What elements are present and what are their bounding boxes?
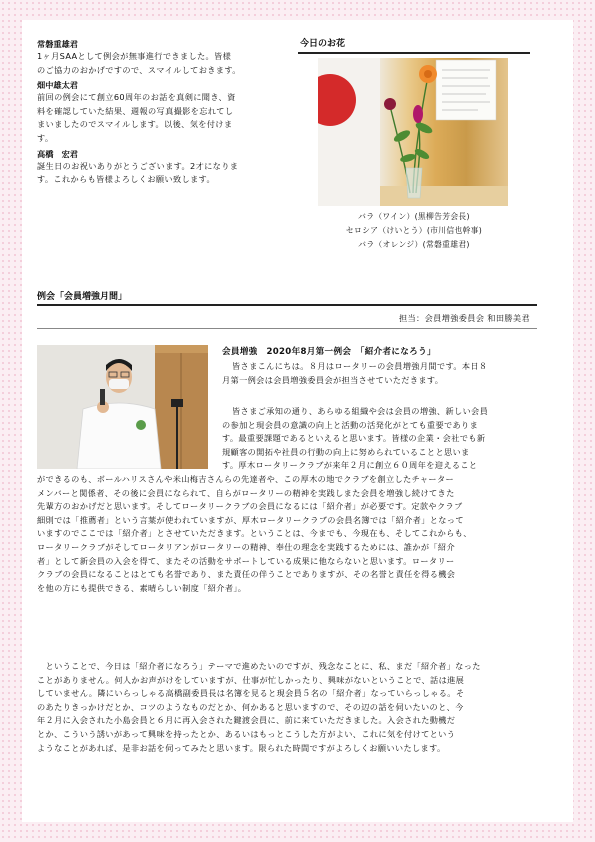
note-member-name: 常磐重雄君	[37, 39, 78, 49]
note-member-name: 高橋 宏君	[37, 148, 78, 159]
flower-photo	[318, 58, 508, 206]
flower-captions	[300, 210, 528, 251]
flower-caption: セロシア（けいとう）(市川信也幹事)	[345, 225, 483, 235]
para2-line: を他の方にも提供できる、素晴らしい制度「紹介者」。	[37, 582, 247, 593]
para3-line: とか、こういう誘いがあって興味を持ったとか、あるいはもっとこうした方がよい、これに気を付けてという	[37, 728, 456, 739]
note-line: まいましたのでスマイルします。以後、気を付けま	[37, 119, 233, 130]
para2-line: の参加と現会員の意識の向上と活動の活発化がとても重要でありま	[222, 419, 479, 430]
meeting-section-title: 例会「会員増強月間」	[37, 292, 128, 302]
speaker-illustration	[37, 345, 208, 469]
flower-section-title: 今日のお花	[300, 39, 346, 49]
note-line: のご協力のおかげですので、スマイルしておきます。	[37, 64, 241, 75]
para3-line: 年２月に入会された小島会員と６月に再入会された鍵渡会員に、前に来ていただきました。入会された動機だ	[37, 715, 456, 726]
flower-title-rule	[298, 52, 530, 54]
para2-line: す。最重要課題であるといえると思います。皆様の企業・会社でも新	[222, 433, 486, 444]
para2-line: 細則では「推薦者」という言葉が使われていますが、厚木ロータリークラブの会員名簿では「紹介者」となって	[37, 514, 464, 525]
note-line: 1ヶ月SAAとして例会が無事進行できました。皆様	[37, 51, 232, 61]
note-line: 料を確認していた結果、週報の写真撮影を忘れてし	[37, 105, 234, 116]
para2-line: 者」として新会員の入会を得て、またその活動をサポートしている成果に他ならないと思います。ロータリー	[37, 555, 455, 566]
meeting-para2-narrow	[222, 405, 542, 473]
meeting-para3	[37, 660, 547, 755]
byline-rule	[37, 328, 537, 329]
note-line: す。	[37, 132, 54, 143]
para2-line: 先輩方のおかげだと思います。そしてロータリークラブの会員になるには「紹介者」が必要です。定款やクラブ	[37, 501, 463, 512]
intro-line: 皆さまこんにちは。８月はロータリーの会員増強月間です。本日８	[232, 361, 488, 371]
meeting-headline: 会員増強 2020年8月第一例会 「紹介者になろう」	[222, 347, 436, 357]
smile-notes	[37, 38, 287, 187]
para3-line: していません。隣にいらっしゃる高橋副委員長は名簿を見ると現会員５名の「紹介者」なっていらっしゃる。そ	[37, 688, 465, 699]
para2-line: 皆さまご承知の通り、あらゆる組織や会は会員の増強、新しい会員	[232, 406, 489, 416]
flower-illustration	[318, 58, 508, 206]
note-line: 前回の例会にて創立60周年のお話を真剣に聞き、資	[37, 92, 236, 103]
note-entry	[37, 38, 287, 77]
para2-line: す。厚木ロータリークラブが来年２月に創立６０周年を迎えること	[222, 460, 478, 471]
meeting-para2-full	[37, 473, 547, 595]
para3-line: ということで、今日は「紹介者になろう」テーマで進めたいのですが、残念なことに、私、まだ「紹介者」なった	[37, 661, 481, 671]
para2-line: ロータリークラブがそしてロータリアンがロータリーの精神、奉仕の理念を実践するためには、誰かが「紹介	[37, 541, 456, 552]
intro-line: 月第一例会は会員増強委員会が担当させていただきます。	[222, 374, 444, 385]
note-entry	[37, 79, 287, 145]
speaker-photo	[37, 345, 208, 469]
para3-line: ようなことがあれば、是非お話を伺ってみたと思います。限られた時間ですがよろしくお願いいたします。	[37, 742, 446, 753]
note-entry	[37, 148, 287, 187]
para2-line: メンバーと関係者、その後に会員になられて、自らがロータリーの精神を実践しまた会員を増強し続けてきた	[37, 487, 455, 498]
para2-line: いますのでここでは「紹介者」とさせていただきます。ということは、今までも、今現在も、そしてこれからも、	[37, 528, 472, 539]
para2-line: クラブの会員になることはとても名誉であり、また責任の伴うことでありますが、その名誉と責任を得る機会	[37, 569, 456, 580]
para3-line: のあたりきっかけだとか、コツのようなものだとか、何かあると思いますので、その辺の話を伺いたいのと、今	[37, 701, 464, 712]
meeting-title-rule	[37, 304, 537, 306]
flower-caption: バラ（ワイン）(黒柳告芳会長)	[358, 212, 470, 221]
note-line: 誕生日のお祝いありがとうございます。2才になりま	[37, 160, 239, 171]
para3-line: ことがありません。何人かお声がけをしていますが、仕事が忙しかったり、興味がないということで、話は進展	[37, 674, 465, 685]
meeting-intro	[222, 360, 542, 387]
para2-line: 規顧客の開拓や社員の行動の向上に努められていることと思いま	[222, 446, 470, 457]
meeting-byline: 担当：会員増強委員会 和田勝美君	[398, 313, 530, 323]
note-member-name: 畑中雄太君	[37, 80, 78, 91]
flower-caption: バラ（オレンジ）(常磐重雄君)	[358, 239, 470, 249]
para2-line: ができるのも、ボールハリスさんや米山梅吉さんらの先達者や、この厚木の地でクラブを創立したチャーター	[37, 474, 455, 484]
note-line: す。これからも皆様よろしくお願い致します。	[37, 174, 215, 185]
